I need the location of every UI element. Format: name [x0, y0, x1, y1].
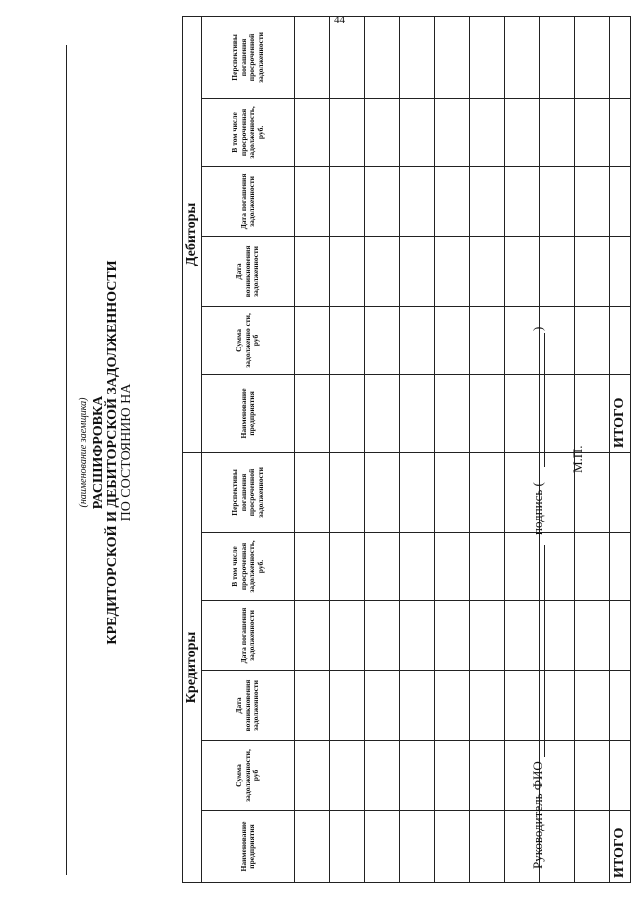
table-cell[interactable]	[435, 16, 470, 98]
table-cell[interactable]	[330, 452, 365, 532]
table-cell[interactable]	[330, 16, 365, 98]
creditors-total-label: ИТОГО	[610, 811, 631, 883]
debtors-col-company: Наименование предприятия	[202, 374, 295, 452]
table-row	[365, 16, 400, 882]
head-name-line[interactable]	[544, 545, 545, 757]
table-cell[interactable]	[470, 452, 505, 532]
table-cell[interactable]	[365, 374, 400, 452]
table-cell[interactable]	[470, 811, 505, 883]
table-cell[interactable]	[470, 236, 505, 306]
creditors-col-company: Наименование предприятия	[202, 811, 295, 883]
table-cell[interactable]	[365, 16, 400, 98]
table-cell[interactable]	[330, 98, 365, 166]
table-cell[interactable]	[365, 98, 400, 166]
creditors-col-prospects: Перспективы погашения просроченной задолженности	[202, 452, 295, 532]
table-cell[interactable]	[330, 601, 365, 671]
table-cell[interactable]	[435, 811, 470, 883]
table-cell[interactable]	[610, 741, 631, 811]
table-cell[interactable]	[330, 236, 365, 306]
table-cell[interactable]	[365, 452, 400, 532]
debtors-col-amount: Сумма задолженно сти, руб	[202, 306, 295, 374]
table-cell[interactable]	[400, 374, 435, 452]
total-row	[610, 16, 631, 882]
table-cell[interactable]	[330, 811, 365, 883]
table-cell[interactable]	[365, 533, 400, 601]
table-cell[interactable]	[365, 671, 400, 741]
table-cell[interactable]	[470, 533, 505, 601]
table-cell[interactable]	[365, 306, 400, 374]
table-cell[interactable]	[470, 306, 505, 374]
table-cell[interactable]	[295, 452, 330, 532]
table-cell[interactable]	[435, 601, 470, 671]
table-cell[interactable]	[470, 374, 505, 452]
table-cell[interactable]	[470, 671, 505, 741]
table-cell[interactable]	[435, 236, 470, 306]
table-cell[interactable]	[610, 166, 631, 236]
table-cell[interactable]	[435, 533, 470, 601]
table-cell[interactable]	[400, 671, 435, 741]
table-cell[interactable]	[400, 533, 435, 601]
table-cell[interactable]	[435, 452, 470, 532]
table-row	[400, 16, 435, 882]
table-cell[interactable]	[470, 741, 505, 811]
table-cell[interactable]	[470, 166, 505, 236]
creditors-col-amount: Сумма задолженности, руб	[202, 741, 295, 811]
creditors-col-origin-date: Дата возникновения задолженности	[202, 671, 295, 741]
table-cell[interactable]	[435, 98, 470, 166]
title-line-3: ПО СОСТОЯНИЮ НА	[119, 383, 134, 522]
table-cell[interactable]	[435, 166, 470, 236]
table-cell[interactable]	[295, 671, 330, 741]
debtors-group-label: Дебиторы	[183, 16, 202, 452]
table-cell[interactable]	[470, 601, 505, 671]
table-cell[interactable]	[365, 236, 400, 306]
table-cell[interactable]	[295, 166, 330, 236]
head-label: Руководитель ФИО	[530, 761, 545, 869]
title-line-2: КРЕДИТОРСКОЙ И ДЕБИТОРСКОЙ ЗАДОЛЖЕННОСТИ	[105, 260, 120, 645]
table-cell[interactable]	[365, 601, 400, 671]
table-cell[interactable]	[295, 306, 330, 374]
signature-line[interactable]	[544, 333, 545, 467]
column-header-row	[202, 16, 295, 882]
table-cell[interactable]	[365, 741, 400, 811]
table-cell[interactable]	[295, 16, 330, 98]
table-cell[interactable]	[330, 533, 365, 601]
table-cell[interactable]	[400, 601, 435, 671]
table-cell[interactable]	[295, 533, 330, 601]
page-number: 44	[334, 14, 345, 26]
document-title	[92, 0, 134, 905]
table-cell[interactable]	[365, 166, 400, 236]
table-cell[interactable]	[610, 452, 631, 532]
table-row	[470, 16, 505, 882]
debtors-col-origin-date: Дата возникновения задолженности	[202, 236, 295, 306]
table-cell[interactable]	[400, 236, 435, 306]
table-cell[interactable]	[400, 741, 435, 811]
table-cell[interactable]	[435, 306, 470, 374]
debtors-col-overdue: В том числе просроченная задолженность, руб.	[202, 98, 295, 166]
table-cell[interactable]	[330, 166, 365, 236]
table-cell[interactable]	[610, 98, 631, 166]
table-cell[interactable]	[330, 306, 365, 374]
table-cell[interactable]	[295, 98, 330, 166]
creditors-group-label: Кредиторы	[183, 452, 202, 882]
signature-close-paren: )	[530, 326, 545, 331]
table-cell[interactable]	[435, 374, 470, 452]
table-cell[interactable]	[610, 533, 631, 601]
table-cell[interactable]	[330, 374, 365, 452]
table-cell[interactable]	[610, 671, 631, 741]
table-row	[435, 16, 470, 882]
group-header-row	[183, 16, 202, 882]
creditors-col-repay-date: Дата погашения задолженности	[202, 601, 295, 671]
table-cell[interactable]	[295, 601, 330, 671]
title-line-1: РАСШИФРОВКА	[91, 395, 106, 510]
table-cell[interactable]	[435, 741, 470, 811]
table-cell[interactable]	[470, 16, 505, 98]
debtors-col-prospects: Перспективы погашения просроченной задолженности	[202, 16, 295, 98]
table-cell[interactable]	[295, 374, 330, 452]
table-cell[interactable]	[330, 671, 365, 741]
table-cell[interactable]	[435, 671, 470, 741]
table-cell[interactable]	[365, 811, 400, 883]
table-cell[interactable]	[400, 98, 435, 166]
table-cell[interactable]	[400, 306, 435, 374]
table-cell[interactable]	[295, 741, 330, 811]
customer-note: (наименование заемщика)	[78, 397, 89, 508]
table-cell[interactable]	[295, 236, 330, 306]
table-cell[interactable]	[400, 166, 435, 236]
table-cell[interactable]	[610, 601, 631, 671]
signature-label: подпись (	[530, 482, 545, 535]
stamp-label: М.П.	[570, 445, 585, 473]
table-cell[interactable]	[610, 236, 631, 306]
table-cell[interactable]	[400, 16, 435, 98]
table-row	[330, 16, 365, 882]
debtors-total-label: ИТОГО	[610, 374, 631, 452]
separator-line	[66, 45, 67, 875]
table-cell[interactable]	[330, 741, 365, 811]
signature-footer	[530, 0, 610, 905]
table-cell[interactable]	[400, 811, 435, 883]
table-cell[interactable]	[610, 16, 631, 98]
table-cell[interactable]	[470, 98, 505, 166]
table-row	[295, 16, 330, 882]
creditors-col-overdue: В том числе просроченная задолженность, руб.	[202, 533, 295, 601]
table-cell[interactable]	[400, 452, 435, 532]
table-cell[interactable]	[610, 306, 631, 374]
debtors-col-repay-date: Дата погашения задолженности	[202, 166, 295, 236]
table-cell[interactable]	[295, 811, 330, 883]
